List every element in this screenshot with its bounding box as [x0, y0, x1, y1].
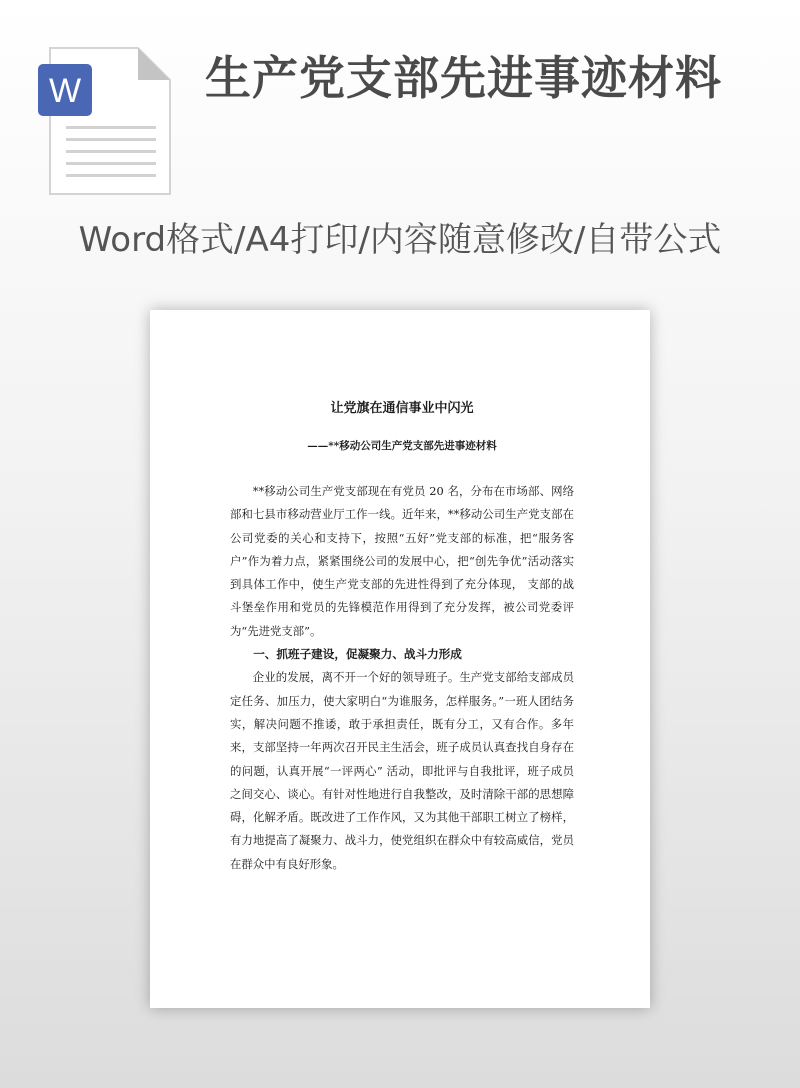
format-subtitle: Word格式/A4打印/内容随意修改/自带公式: [78, 220, 722, 260]
page-title: 生产党支部先进事迹材料: [205, 51, 722, 105]
word-file-icon: [38, 46, 172, 198]
section-heading-1: 一、抓班子建设，促凝聚力、战斗力形成: [253, 647, 462, 662]
paragraph-intro: **移动公司生产党支部现在有党员 20 名，分布在市场部、网络部和七县市移动营业厅工作一线。近年来，**移动公司生产党支部在公司党委的关心和支持下，按照“五好”党支部的标准，把“服务客户”作为着力点，紧紧围绕公司的发展中心，把“创先争优”活动落实到具体工作中，使生产党支部的先进性得到了充分体现， 支部的战斗堡垒作用和党员的先锋模范作用得到了充分发挥，被公司党委评为“先进党支部”。: [230, 484, 574, 638]
document-title: 让党旗在通信事业中闪光: [330, 401, 474, 416]
paragraph-section-1: 企业的发展，离不开一个好的领导班子。生产党支部给支部成员定任务、加压力，使大家明白“为谁服务，怎样服务。”一班人团结务实，解决问题不推诿，敢于承担责任，既有分工，又有合作。多年来，支部坚持一年两次召开民主生活会，班子成员认真查找自身存在的问题，认真开展“一评两心” 活动，即批评与自我批评，班子成员之间交心、谈心。有针对性地进行自我整改，及时清除干部的思想障碍，化解矛盾。既改进了工作作风，又为其他干部职工树立了榜样，有力地提高了凝聚力、战斗力，使党组织在群众中有较高威信，党员在群众中有良好形象。: [230, 670, 574, 871]
document-page-preview: [150, 310, 650, 1008]
word-badge-letter: W: [48, 72, 82, 110]
document-subtitle: ——**移动公司生产党支部先进事迹材料: [307, 440, 497, 452]
